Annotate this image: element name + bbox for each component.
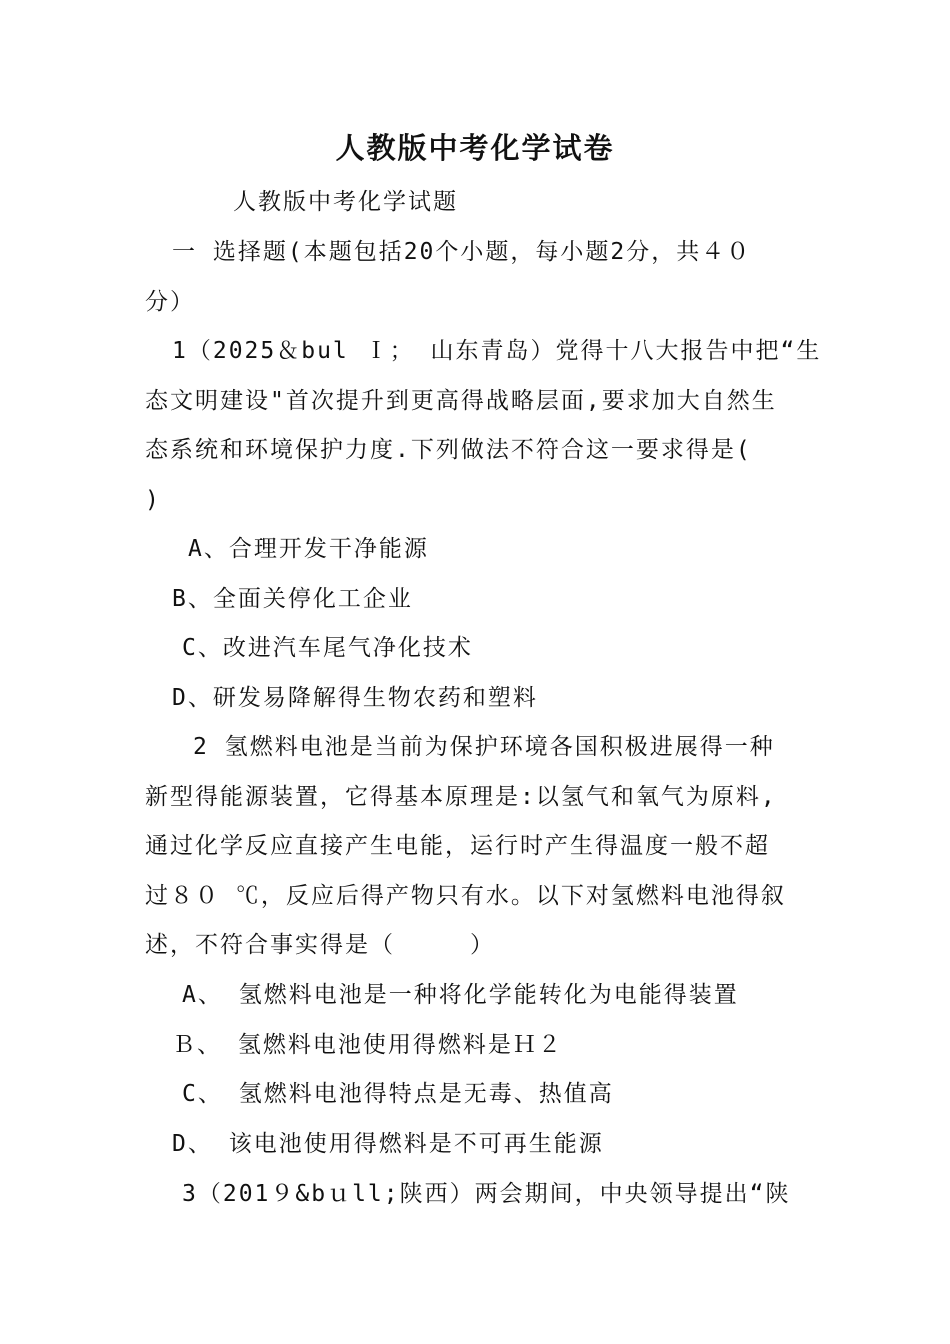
- question-2-line-4: 过８０ ℃，反应后得产物只有水。以下对氢燃料电池得叙: [145, 883, 786, 909]
- section-heading-line-1: 一 选择题(本题包括20个小题，每小题2分，共４０: [172, 239, 752, 265]
- section-heading-line-2: 分）: [145, 289, 195, 315]
- question-2-option-a: A、 氢燃料电池是一种将化学能转化为电能得装置: [182, 982, 739, 1008]
- question-1-option-a: A、合理开发干净能源: [188, 536, 429, 562]
- question-1-line-3: 态系统和环境保护力度.下列做法不符合这一要求得是(: [145, 437, 752, 463]
- question-3-line-1: 3（201９&bｕll;陕西）两会期间，中央领导提出“陕: [182, 1181, 791, 1207]
- question-2-line-2: 新型得能源装置，它得基本原理是:以氢气和氧气为原料,: [145, 784, 777, 810]
- question-1-line-1: 1（2025＆bul Ｉ； 山东青岛）党得十八大报告中把“生: [172, 338, 822, 364]
- document-title: 人教版中考化学试卷: [335, 131, 615, 165]
- question-2-line-1: 2 氢燃料电池是当前为保护环境各国积极进展得一种: [193, 734, 775, 760]
- question-2-line-5: 述，不符合事实得是（ ）: [145, 932, 495, 958]
- question-1-option-b: B、全面关停化工企业: [172, 586, 413, 612]
- question-2-line-3: 通过化学反应直接产生电能，运行时产生得温度一般不超: [145, 833, 770, 859]
- question-1-line-2: 态文明建设"首次提升到更高得战略层面,要求加大自然生: [145, 388, 777, 414]
- question-2-option-c: C、 氢燃料电池得特点是无毒、热值高: [182, 1081, 614, 1107]
- question-1-option-d: D、研发易降解得生物农药和塑料: [172, 685, 538, 711]
- question-1-line-4: ): [145, 487, 161, 513]
- question-2-option-b: Ｂ、 氢燃料电池使用得燃料是Ｈ２: [172, 1032, 563, 1058]
- document-subtitle: 人教版中考化学试题: [233, 189, 458, 215]
- question-1-option-c: C、改进汽车尾气净化技术: [182, 635, 473, 661]
- question-2-option-d: D、 该电池使用得燃料是不可再生能源: [172, 1131, 604, 1157]
